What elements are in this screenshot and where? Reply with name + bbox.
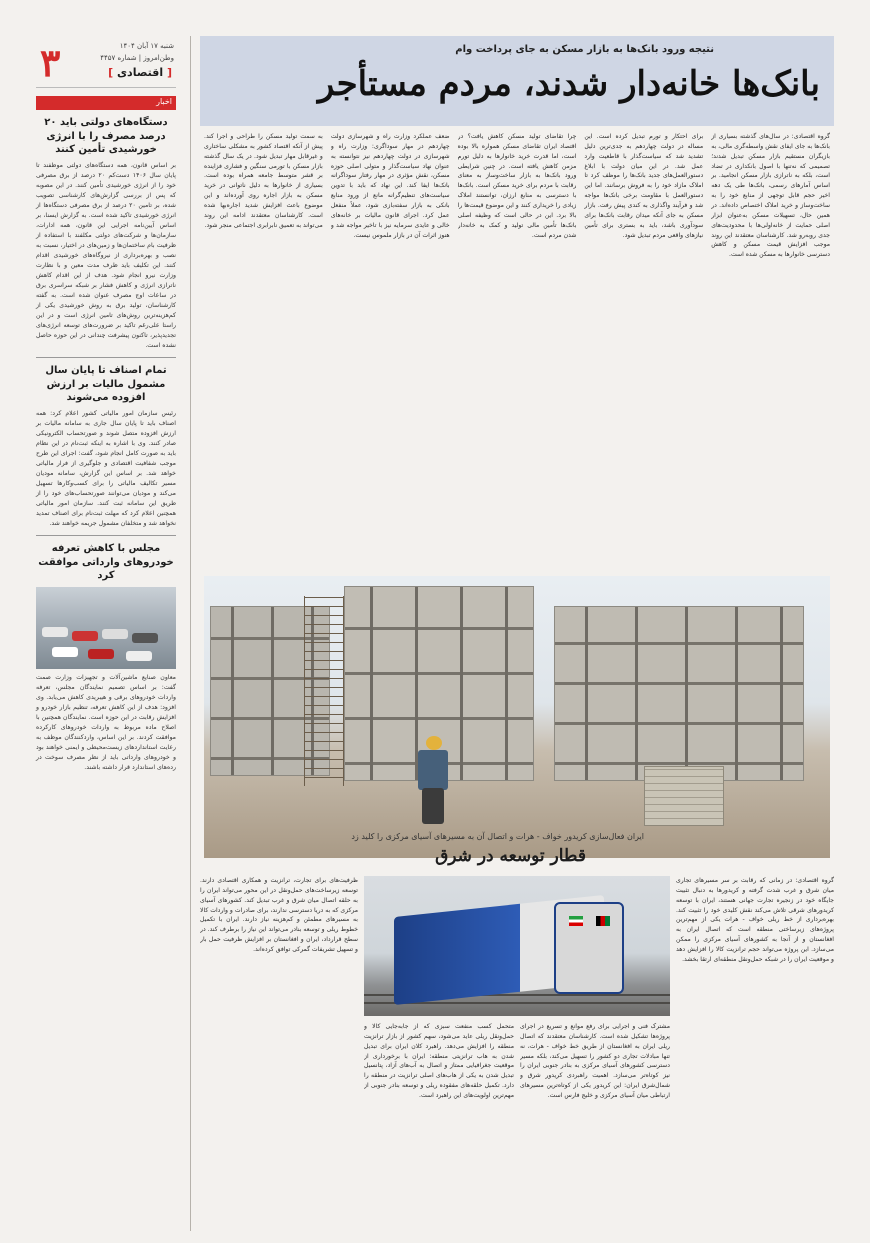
pillar — [635, 607, 638, 780]
car-shape — [126, 651, 152, 661]
brief-headline: دستگاه‌های دولتی باید ۲۰ درصد مصرف را با انرژی خورشیدی تأمین کنند — [44, 117, 168, 155]
section-label: اقتصادی — [116, 66, 164, 79]
brief-body: معاون صنایع ماشین‌آلات و تجهیزات وزارت صمت گفت: بر اساس تصمیم نمایندگان مجلس، تعرفه واردات خودروهای برقی و هیبریدی کاهش می‌یابد. وی افزود: هدف از این کاهش تعرفه، تنظیم بازار خودرو و افزایش رقابت در این حوزه است. نمایندگان همچنین با اصلاح ماده مربوط به واردات خودروهای کارکرده موافقت کردند. بر این اساس، واردکنندگان موظف به رعایت استانداردهای زیست‌محیطی و ایمنی خواهند بود و خودروهای وارداتی باید از نظر مصرف سوخت در رده‌های استاندارد قرار داشته باشند. — [36, 673, 176, 772]
worker-helmet — [426, 736, 442, 750]
brief-body: رئیس سازمان امور مالیاتی کشور اعلام کرد: همه اصناف باید تا پایان سال جاری به سامانه مالیات بر ارزش افزوده متصل شوند و صورتحساب الکترونیکی صادر کنند. وی با اشاره به اینکه ثبت‌نام در این نظام باید به صورت کامل انجام شود، گفت: اجرای این طرح موجب شفافیت اقتصادی و جلوگیری از فرار مالیاتی خواهد شد. بر اساس این گزارش، سامانه مودیان مسیر تکالیف مالیاتی را برای کسب‌وکارها تسهیل می‌کند و مودیان می‌توانند صورتحساب‌های خود را از طریق این سامانه ثبت کنند. سازمان امور مالیاتی همچنین اعلام کرد که مهلت ثبت‌نام برای اصناف تمدید نخواهد شد و متخلفان مشمول جریمه خواهند شد. — [36, 409, 176, 528]
issue-date: شنبه ۱۷ آبان ۱۴۰۴ — [119, 42, 174, 50]
story-columns — [204, 132, 830, 572]
story-column: به سمت تولید مسکن را طراحی و اجرا کند. پیش از آنکه اقتصاد کشور به مشکلی ساختاری و غیرقابل مهار تبدیل شود. در یک سال گذشته بازار مسکن با تورمی سنگین و فشاری فزاینده بر قشر متوسط جامعه همراه بوده است. بسیاری از خانوارها به دلیل ناتوانی در خرید مسکن به بازار اجاره روی آورده‌اند و این موضوع باعث افزایش شدید اجاره‌بها شده است. کارشناسان معتقدند ادامه این روند می‌تواند به تعمیق نابرابری اجتماعی منجر شود. — [204, 133, 323, 229]
floor-slab — [555, 762, 803, 765]
car-shape — [52, 647, 78, 657]
pillar — [231, 607, 234, 775]
story-column: مشترک فنی و اجرایی برای رفع موانع و تسریع در اجرای پروژه‌ها تشکیل شده است. کارشناسان معتقدند که اتصال ریلی ایران به افغانستان از طریق خط خواف - هرات، نه تنها مبادلات تجاری دو کشور را تسهیل می‌کند، بلکه مسیر دسترسی کشورهای آسیای مرکزی به بنادر جنوبی ایران را نیز کوتاه‌تر می‌سازد. اهمیت راهبردی کریدور شرق و شمال‌شرق ایران: این کریدور یکی از کوتاه‌ترین مسیرهای ارتباطی میان آسیای مرکزی و خلیج فارس است. — [520, 1023, 670, 1100]
story-column: برای احتکار و تورم تبدیل کرده است. این مساله در دولت چهاردهم به جدی‌ترین دلیل تشدید شد که سیاست‌گذار با قاطعیت وارد عمل شد. در این میان دولت با ابلاغ دستورالعمل‌های جدید بانک‌ها را موظف کرد تا املاک مازاد خود را به فروش برسانند. اما این دستورالعمل با مقاومت برخی بانک‌ها مواجه شد و فرآیند واگذاری به کندی پیش رفت. بازار مسکن به جای آنکه میدان رقابت بانک‌ها برای سودآوری باشد، باید به بستری برای تأمین نیازهای واقعی مردم تبدیل شود. — [584, 133, 704, 239]
brief-news-column — [36, 36, 176, 1231]
car-shape — [102, 629, 128, 639]
pillar — [780, 607, 783, 780]
story-column: گروه اقتصادی: در زمانی که رقابت بر سر مسیرهای تجاری میان شرق و غرب شدت گرفته و کریدورها به دنبال تثبیت جایگاه خود در زنجیره تجارت جهانی هستند، ایران با توسعه کریدورهای شرقی تلاش می‌کند نقش کلیدی خود را تثبیت کند. بهره‌برداری از خط ریلی خواف - هرات یکی از مهم‌ترین پروژه‌های زیرساختی منطقه است که اتصال ایران به افغانستان و از آنجا به کشورهای آسیای مرکزی را ممکن می‌سازد. این پروژه می‌تواند حجم ترانزیت کالا را افزایش دهد و موقعیت ایران را در شبکه حمل‌ونقل منطقه‌ای ارتقا بخشد. — [676, 877, 834, 963]
construction-photo — [204, 576, 830, 858]
story-column: ظرفیت‌های برای تجارت، ترانزیت و همکاری اقتصادی دارند. توسعه زیرساخت‌های حمل‌ونقل در این محور می‌تواند ایران را به حلقه اتصال میان شرق و غرب تبدیل کند. کشورهای آسیای مرکزی که به دریا دسترسی ندارند، برای صادرات و واردات کالا به مسیرهای مطمئن و کم‌هزینه نیاز دارند. ایران با تکمیل خطوط ریلی و توسعه بنادر می‌تواند این نیاز را برطرف کند. در سطح قرارداد، ایران و افغانستان بر افزایش ظرفیت حمل بار و تسهیل تشریفات گمرکی توافق کرده‌اند. — [200, 877, 358, 954]
story-column: متحمل کسب منفعت سبزی که از جابه‌جایی کالا و حمل‌ونقل ریلی عاید می‌شود، سهم کشور از بازار ترانزیت منطقه را افزایش می‌دهد. راهبرد کلان ایران برای تبدیل شدن به هاب ترانزیتی منطقه: ایران با برخورداری از موقعیت جغرافیایی ممتاز و اتصال به آب‌های آزاد، پتانسیل تبدیل شدن به یکی از هاب‌های اصلی ترانزیت در منطقه را دارد. تکمیل حلقه‌های مفقوده ریلی و توسعه بنادر جنوبی از مهم‌ترین اولویت‌های این راهبرد است. — [364, 1023, 514, 1100]
building-frame — [554, 606, 804, 781]
page-number: ۳ — [40, 40, 61, 85]
news-tag-bar — [36, 96, 176, 110]
car-shape — [72, 631, 98, 641]
brief-body: بر اساس قانون، همه دستگاه‌های دولتی موظفند تا پایان سال ۱۴۰۶ دست‌کم ۲۰ درصد از برق مصرفی خود را از انرژی خورشیدی تأمین کنند. در این مصوبه که پس از بررسی گزارش‌های کارشناسی تصویب شده، بر تامین ۲۰ درصد از برق مصرفی دستگاه‌ها از انرژی خورشیدی تاکید شده است. به گزارش ایسنا، بر اساس آیین‌نامه اجرایی این قانون، همه ادارات، سازمان‌ها و شرکت‌های دولتی مکلفند با استفاده از ظرفیت بام ساختمان‌ها و زمین‌های در اختیار، نسبت به نصب و بهره‌برداری از نیروگاه‌های خورشیدی اقدام کنند. این تکلیف باید ظرف مدت معین و با نظارت وزارت نیرو انجام شود. هدف از این اقدام کاهش ناترازی انرژی و کاهش فشار بر شبکه سراسری برق در ساعات اوج مصرف عنوان شده است. به گفته کارشناسان، تولید برق به روش خورشیدی یکی از کم‌هزینه‌ترین روش‌های تامین انرژی است و در این راستا علی‌رغم تاکید بر ضرورت‌های توسعه انرژی‌های تجدیدپذیر، تاکنون پیشرفت چندانی در این حوزه حاصل نشده است. — [36, 161, 177, 350]
floor-slab — [555, 722, 803, 725]
issue-number: وطن‌امروز | شماره ۴۴۵۷ — [100, 54, 174, 62]
train-photo — [364, 876, 670, 1016]
story-kicker: نتیجه ورود بانک‌ها به بازار مسکن به جای پرداخت وام — [455, 44, 714, 55]
flag-icon — [596, 916, 610, 926]
worker-legs — [422, 788, 444, 824]
divider — [36, 535, 176, 536]
pillar — [505, 587, 508, 780]
headline-band — [200, 36, 834, 126]
floor-slab — [555, 682, 803, 685]
locomotive-front — [554, 902, 624, 994]
flag-icon — [569, 916, 583, 926]
brief-headline: تمام اصناف تا پایان سال مشمول مالیات بر ارزش افزوده می‌شوند — [45, 365, 167, 404]
section-title: [ اقتصادی ] — [108, 66, 172, 79]
worker-body — [418, 750, 448, 790]
story-title: قطار توسعه در شرق — [435, 846, 586, 866]
column-rule — [190, 36, 191, 1231]
car-shape — [42, 627, 68, 637]
story-column: گروه اقتصادی: در سال‌های گذشته بسیاری از بانک‌ها به جای ایفای نقش واسطه‌گری مالی، به بازیگران مستقیم بازار مسکن تبدیل شدند؛ تصمیمی که نه‌تنها با اصول بانکداری در تضاد است، بلکه به ناترازی بازار مسکن انجامید. بر اساس آمارهای رسمی، بانک‌ها طی یک دهه اخیر حجم قابل توجهی از منابع خود را به ساخت‌وساز و خرید املاک اختصاص داده‌اند. در همین حال، تسهیلات مسکن به‌عنوان ابزار اصلی حمایت از خانه‌اولی‌ها با محدودیت‌های جدی روبه‌رو شد. کارشناسان معتقدند این روند موجب افزایش قیمت مسکن و کاهش دسترسی خانوارها به مسکن شده است. — [711, 133, 830, 259]
brick-stack — [644, 766, 724, 826]
brief-headline: مجلس با کاهش تعرفه خودروهای وارداتی موافقت کرد — [38, 543, 174, 582]
pillar — [271, 607, 274, 775]
pillar — [685, 607, 688, 780]
imported-cars-photo — [36, 587, 176, 669]
divider — [36, 357, 176, 358]
pillar — [370, 587, 373, 780]
pillar — [735, 607, 738, 780]
car-shape — [88, 649, 114, 659]
story-column: ضعف عملکرد وزارت راه و شهرسازی دولت چهاردهم در مهار سوداگری: وزارت راه و شهرسازی در دولت چهاردهم نیز نتوانسته به عنوان نهاد سیاست‌گذار و متولی اصلی حوزه مسکن، نقش مؤثری در مهار رفتار سوداگرانه بانک‌ها ایفا کند. این نهاد که باید با تدوین سیاست‌های تنظیم‌گرانه مانع از ورود منابع بانکی به بازار سفته‌بازی شود، عملاً منفعل عمل کرد. اجرای قانون مالیات بر خانه‌های خالی و عایدی سرمایه نیز با تاخیر مواجه شد و هنوز اثرات آن در بازار ملموس نیست. — [330, 133, 450, 239]
story-kicker: ایران فعال‌سازی کریدور خواف - هرات و اتصال آن به مسیرهای آسیای مرکزی را کلید زد — [351, 832, 644, 841]
story-title: بانک‌ها خانه‌دار شدند، مردم مستأجر — [317, 64, 820, 104]
scaffold — [304, 596, 344, 786]
masthead — [36, 36, 176, 88]
floor-slab — [555, 642, 803, 645]
car-shape — [132, 633, 158, 643]
story-column: چرا تقاضای تولید مسکن کاهش یافت؟ در اقتصاد ایران تقاضای مسکن همواره بالا بوده است، اما قدرت خرید خانوارها به دلیل تورم مزمن کاهش یافته است. در چنین شرایطی ورود بانک‌ها به بازار ساخت‌وساز به معنای رقابت با مردم برای خرید مسکن است. بانک‌ها با دسترسی به منابع ارزان، توانستند املاک زیادی را خریداری کنند و این موضوع قیمت‌ها را بالا برد. این در حالی است که وظیفه اصلی بانک‌ها تأمین مالی تولید و کمک به خانه‌دار شدن مردم است. — [457, 133, 577, 239]
pillar — [460, 587, 463, 780]
pillar — [585, 607, 588, 780]
second-story — [200, 826, 834, 1231]
main-story — [200, 36, 834, 821]
news-tag-label: اخبار — [156, 97, 172, 106]
